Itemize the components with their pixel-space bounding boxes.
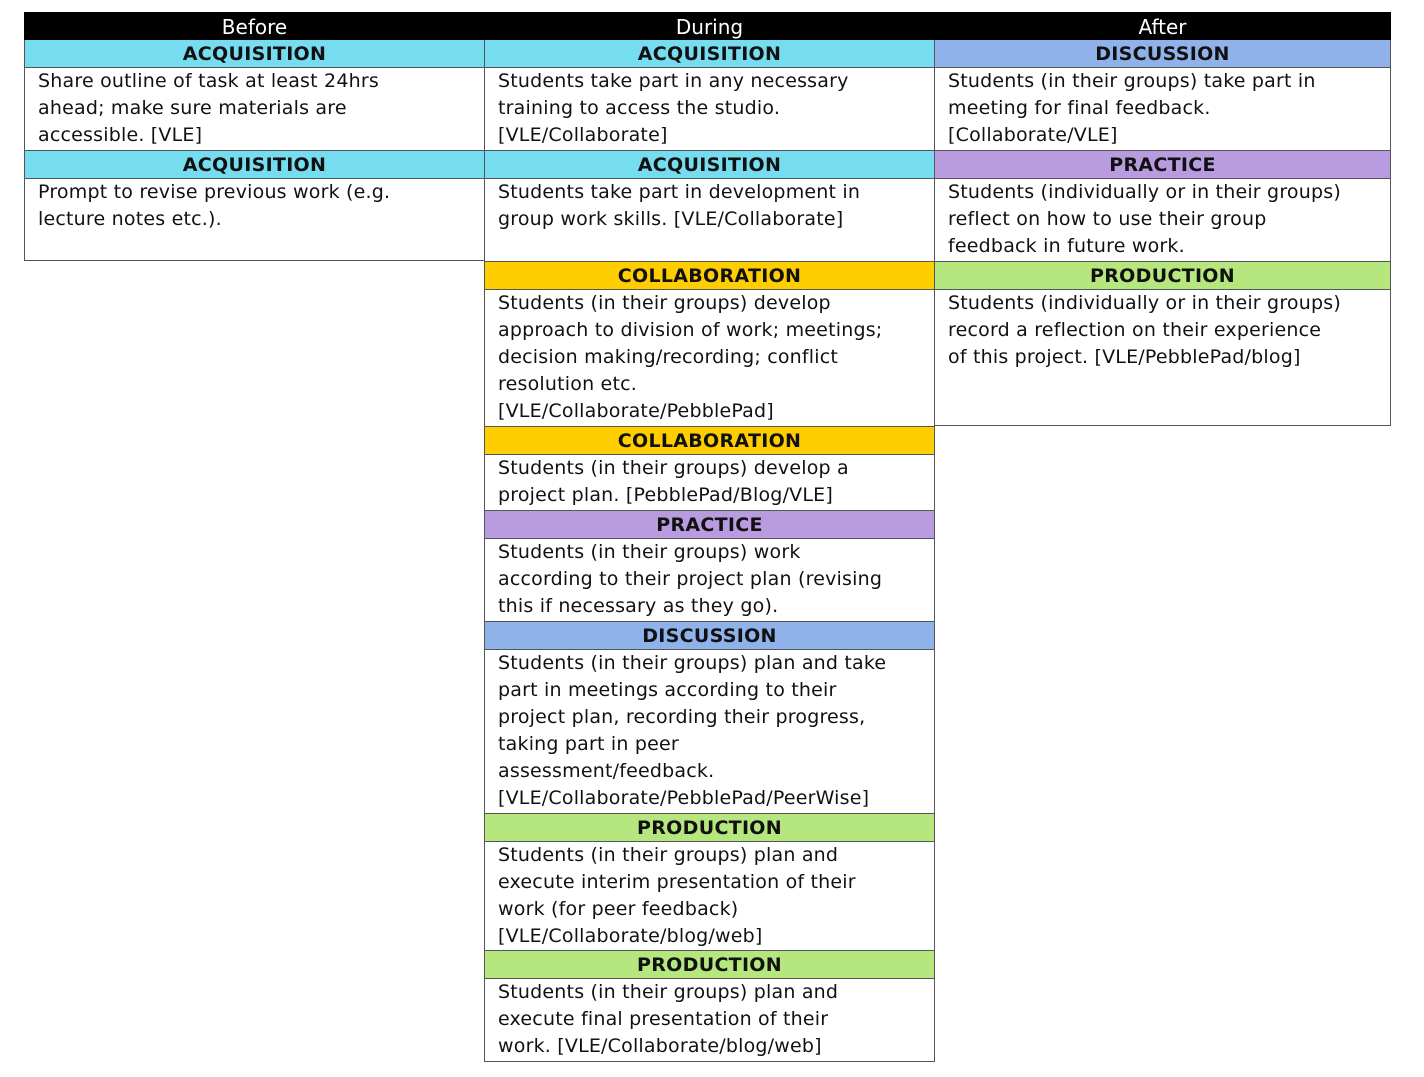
activity-description: Prompt to revise previous work (e.g. lecture notes etc.). — [38, 181, 391, 230]
activity-description: Students (in their groups) take part in meeting for final feedback. [Collaborate/VLE] — [948, 70, 1316, 146]
activity-block — [24, 151, 485, 261]
column-header-during: During — [484, 12, 935, 40]
category-label: COLLABORATION — [485, 262, 934, 290]
category-label: PRACTICE — [935, 151, 1390, 179]
category-label: ACQUISITION — [25, 40, 484, 68]
activity-block — [934, 262, 1391, 426]
column-header-after: After — [934, 12, 1391, 40]
activity-description: Students take part in development in group work skills. [VLE/Collaborate] — [498, 181, 861, 230]
activity-description: Students (in their groups) plan and execute interim presentation of their work (for peer feedback) [VLE/Collaborate/blog/web] — [498, 844, 856, 947]
activity-description: Students (in their groups) plan and take part in meetings according to their project plan, recording their progress, taking part in peer assessment/feedback. [VLE/Collaborate/PebblePad/PeerWise] — [498, 652, 887, 809]
category-label: PRODUCTION — [935, 262, 1390, 290]
activity-block — [934, 151, 1391, 262]
activity-description: Students take part in any necessary training to access the studio. [VLE/Collaborate] — [498, 70, 849, 146]
activity-description: Students (individually or in their groups) record a reflection on their experience of this project. [VLE/PebblePad/blog] — [948, 292, 1341, 368]
activity-block — [484, 511, 935, 622]
activity-block — [934, 40, 1391, 151]
activity-block — [484, 40, 935, 151]
activity-description: Students (in their groups) develop a project plan. [PebblePad/Blog/VLE] — [498, 457, 849, 506]
activity-block — [24, 40, 485, 151]
column-before — [24, 12, 485, 261]
category-label: PRODUCTION — [485, 814, 934, 842]
category-label: PRACTICE — [485, 511, 934, 539]
activity-description: Students (individually or in their groups) reflect on how to use their group feedback in future work. — [948, 181, 1341, 257]
activity-block — [484, 622, 935, 814]
category-label: PRODUCTION — [485, 951, 934, 979]
column-after — [934, 12, 1391, 426]
activity-description: Students (in their groups) work according to their project plan (revising this if necessary as they go). — [498, 541, 883, 617]
activity-description: Students (in their groups) develop approach to division of work; meetings; decision making/recording; conflict resolution etc. [VLE/Collaborate/PebblePad] — [498, 292, 883, 422]
category-label: DISCUSSION — [935, 40, 1390, 68]
activity-block — [484, 951, 935, 1062]
column-during — [484, 12, 935, 1062]
activity-block — [484, 814, 935, 951]
category-label: ACQUISITION — [485, 151, 934, 179]
category-label: ACQUISITION — [485, 40, 934, 68]
activity-block — [484, 427, 935, 511]
activity-block — [484, 262, 935, 427]
activity-block — [484, 151, 935, 262]
activity-description: Share outline of task at least 24hrs ahead; make sure materials are accessible. [VLE] — [38, 70, 379, 146]
category-label: DISCUSSION — [485, 622, 934, 650]
column-header-before: Before — [24, 12, 485, 40]
category-label: ACQUISITION — [25, 151, 484, 179]
category-label: COLLABORATION — [485, 427, 934, 455]
activity-description: Students (in their groups) plan and execute final presentation of their work. [VLE/Collaborate/blog/web] — [498, 981, 839, 1057]
